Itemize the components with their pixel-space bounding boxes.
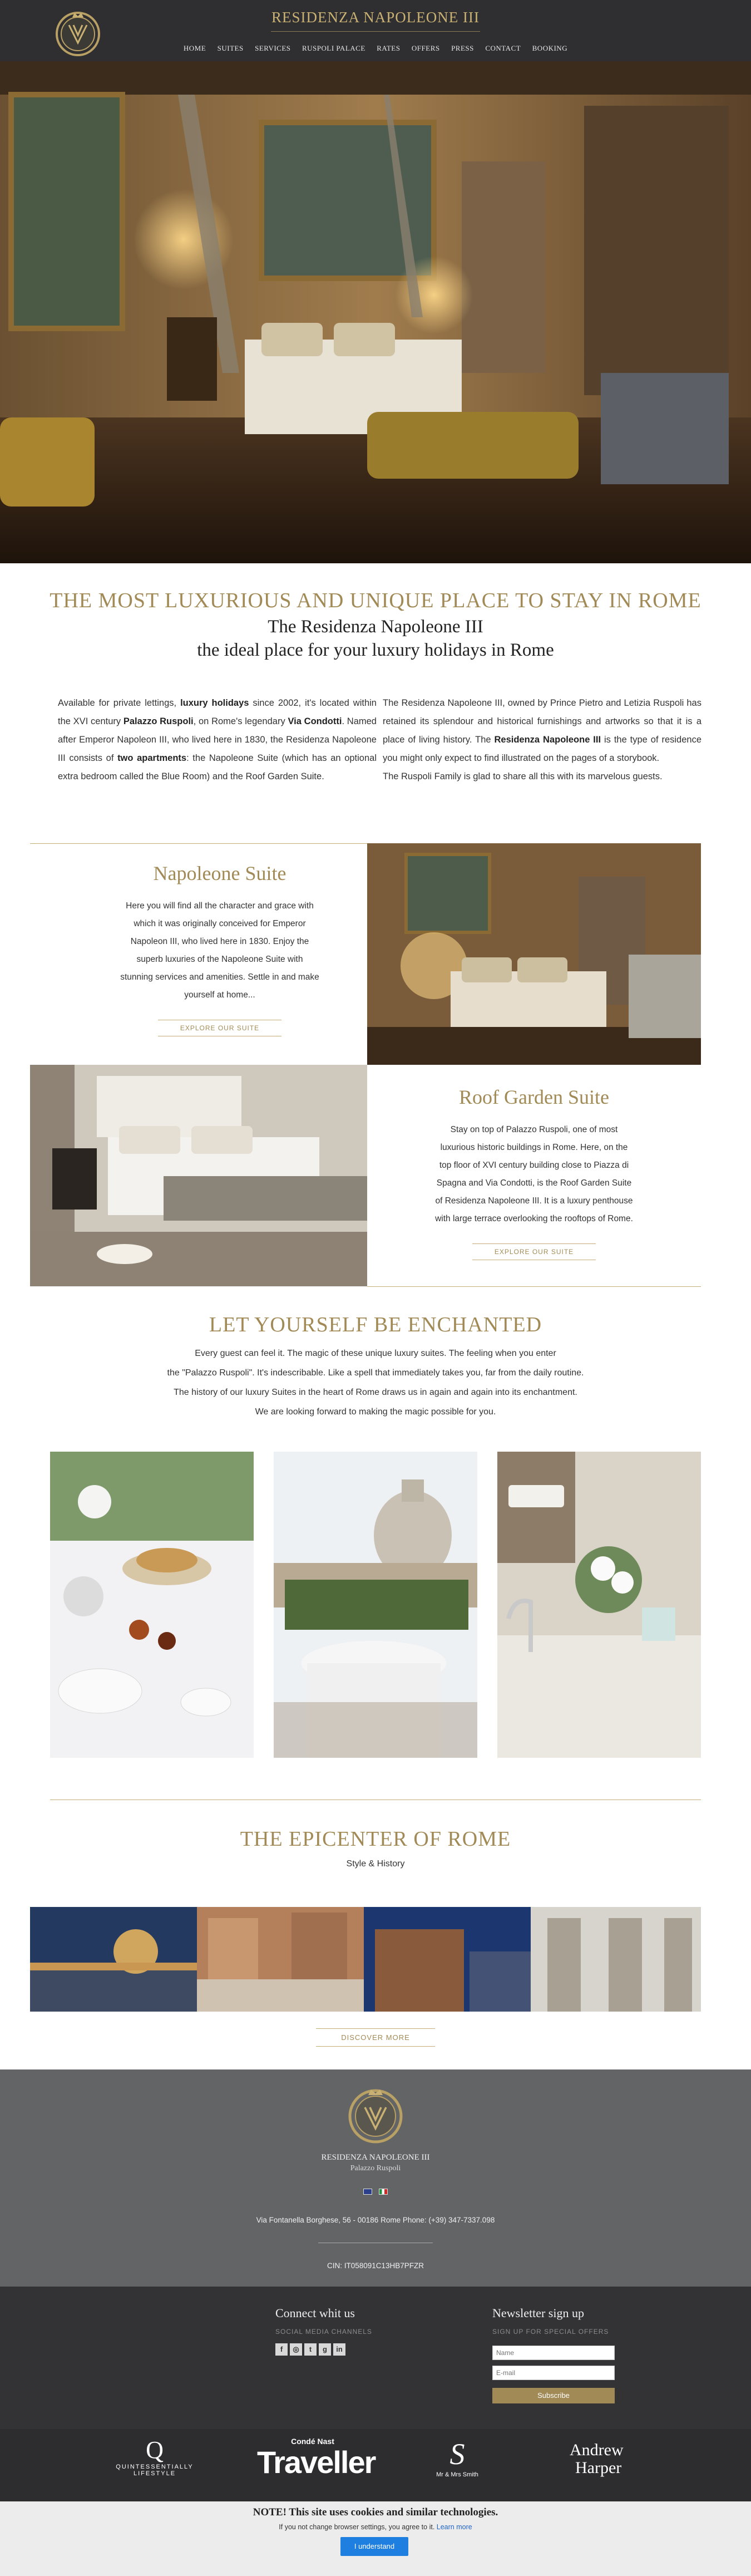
newsletter-subheading: SIGN UP FOR SPECIAL OFFERS: [492, 2328, 609, 2336]
nav-home[interactable]: HOME: [183, 44, 206, 52]
footer-address: Via Fontanella Borghese, 56 - 00186 Rome Phone: (+39) 347-7337.098: [256, 2216, 495, 2224]
nav-rates[interactable]: RATES: [377, 44, 401, 52]
conde-nast-traveller-logo[interactable]: Condé Nast Traveller: [257, 2437, 376, 2480]
roof-garden-suite-photo[interactable]: [30, 1065, 367, 1286]
site-title[interactable]: RESIDENZA NAPOLEONE III: [271, 9, 480, 26]
newsletter-email-input[interactable]: [492, 2366, 615, 2380]
facebook-icon[interactable]: f: [275, 2343, 288, 2356]
explore-suite-button[interactable]: EXPLORE OUR SUITE: [472, 1243, 596, 1260]
hero-image: [0, 61, 751, 563]
newsletter-heading: Newsletter sign up: [492, 2306, 584, 2320]
instagram-icon[interactable]: ◎: [290, 2343, 302, 2356]
mr-mrs-smith-logo[interactable]: S Mr & Mrs Smith: [436, 2437, 478, 2478]
footer-name: RESIDENZA NAPOLEONE III: [321, 2153, 430, 2162]
epicenter-subtitle: Style & History: [346, 1859, 405, 1869]
bathroom-photo: [497, 1452, 701, 1758]
intro-subtitle: The Residenza Napoleone III: [268, 617, 483, 637]
intro-subtitle-2: the ideal place for your luxury holidays in Rome: [197, 640, 554, 660]
intro-left-paragraph: Available for private lettings, luxury holidays since 2002, it's located within the XVI century Palazzo Ruspoli, on Rome's legendary Via Condotti. Named after Emperor Napoleon III, who lived here in 1830, the Residenza Napoleone III consists of two apartments: the Napoleone Suite (which has an optional extra bedroom called the Blue Room) and the Roof Garden Suite.: [58, 698, 377, 781]
quintessentially-logo[interactable]: Q QUINTESSENTIALLY LIFESTYLE: [116, 2436, 194, 2477]
footer-subname: Palazzo Ruspoli: [350, 2164, 401, 2172]
suite-description: Stay on top of Palazzo Ruspoli, one of most luxurious historic buildings in Rome. Here, on the top floor of XVI century building close to Piazza di Spagna and Via Condotti, is the Roof Garden Suite of Residenza Napoleone III. It is a luxury penthouse with large terrace overlooking the rooftops of Rome.: [435, 1125, 633, 1223]
cookie-accept-button[interactable]: I understand: [340, 2537, 408, 2556]
nav-contact[interactable]: CONTACT: [485, 44, 521, 52]
discover-more-button[interactable]: DISCOVER MORE: [316, 2028, 435, 2047]
footer-social-newsletter: [0, 2287, 751, 2429]
suite-divider: [367, 1286, 701, 1287]
nav-ruspoli-palace[interactable]: RUSPOLI PALACE: [302, 44, 365, 52]
footer-cin: CIN: IT058091C13HB7PFZR: [327, 2262, 424, 2270]
epicenter-heading: THE EPICENTER OF ROME: [240, 1827, 511, 1851]
intro-heading: THE MOST LUXURIOUS AND UNIQUE PLACE TO STAY IN ROME: [50, 589, 701, 612]
nav-booking[interactable]: BOOKING: [532, 44, 568, 52]
nav-services[interactable]: SERVICES: [255, 44, 291, 52]
cookie-text: If you not change browser settings, you agree to it. Learn more: [279, 2523, 472, 2531]
nav-offers[interactable]: OFFERS: [411, 44, 440, 52]
rome-gallery-strip[interactable]: [30, 1907, 701, 2012]
google-plus-icon[interactable]: g: [319, 2343, 331, 2356]
roof-garden-suite-block: [434, 1085, 634, 1260]
breakfast-photo: [50, 1452, 254, 1758]
language-switcher: [0, 2187, 751, 2198]
cookie-title: NOTE! This site uses cookies and similar technologies.: [253, 2506, 498, 2518]
suite-divider: [30, 843, 367, 844]
intro-right-paragraph: The Residenza Napoleone III, owned by Prince Pietro and Letizia Ruspoli has retained its splendour and historical furnishings and artworks so that it is a place of living history. The Residenza Napoleone III is the type of residence you might only expect to find illustrated on the pages of a storybook. The Ruspoli Family is glad to share all this with its marvelous guests.: [383, 698, 702, 781]
enchanted-text: Every guest can feel it. The magic of these unique luxury suites. The feeling when you enter the "Palazzo Ruspoli". It's indescribable. Like a spell that immediately takes you, far from the daily routine. The history of our luxury Suites in the heart of Rome draws us in again and again into its enchantment. We are looking forward to making the magic possible for you.: [167, 1349, 584, 1417]
enchanted-heading: LET YOURSELF BE ENCHANTED: [209, 1313, 542, 1336]
newsletter-name-input[interactable]: [492, 2346, 615, 2360]
explore-suite-button[interactable]: EXPLORE OUR SUITE: [158, 1020, 281, 1036]
suite-description: Here you will find all the character and grace with which it was originally conceived for Emperor Napoleon III, who lived here in 1830. Enjoy the superb luxuries of the Napoleone Suite with stunning services and amenities. Settle in and make yourself at home...: [120, 901, 319, 1000]
flag-it-icon[interactable]: [379, 2189, 388, 2195]
linkedin-icon[interactable]: in: [333, 2343, 345, 2356]
footer-crest-logo: [340, 2083, 411, 2149]
social-icons: [275, 2343, 348, 2356]
subscribe-button[interactable]: Subscribe: [492, 2388, 615, 2403]
title-divider: [271, 31, 480, 32]
learn-more-link[interactable]: Learn more: [436, 2523, 472, 2531]
twitter-icon[interactable]: t: [304, 2343, 317, 2356]
napoleone-suite-photo[interactable]: [367, 843, 701, 1065]
connect-subheading: SOCIAL MEDIA CHANNELS: [275, 2328, 372, 2336]
suite-title: Napoleone Suite: [153, 862, 286, 884]
suite-title: Roof Garden Suite: [459, 1086, 609, 1108]
terrace-photo: [274, 1452, 477, 1758]
flag-en-icon[interactable]: [363, 2189, 372, 2195]
connect-heading: Connect whit us: [275, 2306, 355, 2320]
nav-suites[interactable]: SUITES: [217, 44, 244, 52]
main-nav: [0, 43, 751, 53]
nav-press[interactable]: PRESS: [451, 44, 474, 52]
andrew-harper-logo[interactable]: Andrew Harper: [570, 2441, 624, 2477]
napoleone-suite-block: [120, 862, 320, 1036]
